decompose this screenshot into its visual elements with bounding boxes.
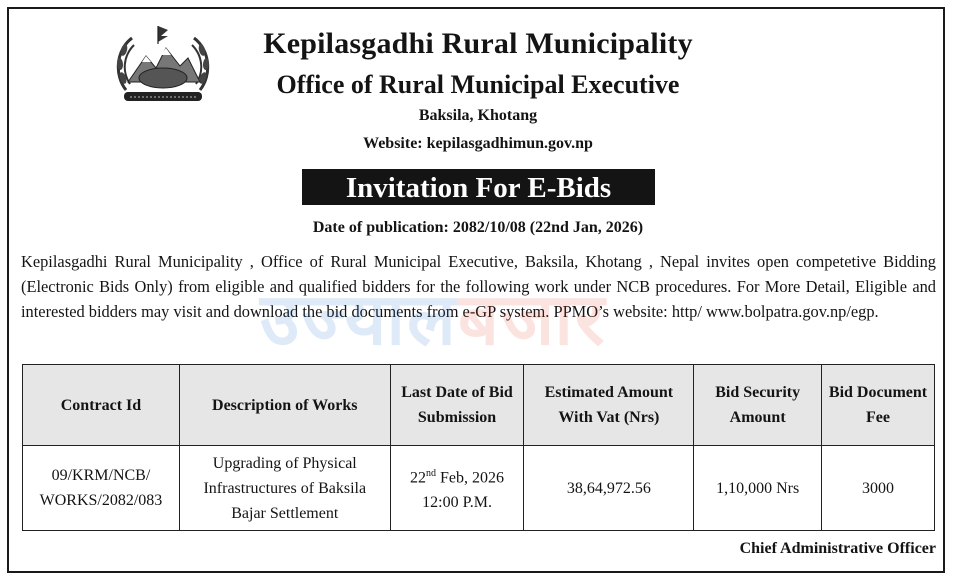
col-header-description: Description of Works [179,365,390,446]
cell-contract-id [23,446,180,531]
office-address: Baksila, Khotang [418,107,538,124]
cell-bid-security: 1,10,000 Nrs [694,446,822,531]
org-name: Kepilasgadhi Rural Municipality [263,27,693,60]
col-header-bid-security: Bid Security Amount [694,365,822,446]
col-header-document-fee: Bid Document Fee [822,365,935,446]
submission-day: 22 [410,469,427,487]
table-row [23,446,935,531]
submission-date [395,461,520,490]
notice-body: Kepilasgadhi Rural Municipality , Office of Rural Municipal Executive, Baksila, Khotang , Nepal invites open competetive Bidding (Electronic Bids Only) from eligible and qualified bidders for the following work under NCB procedures. For More Detail, Eligible and interested bidders may visit and download the bid documents from e-GP system. PPMO’s website: http/ www.bolpatra.gov.np/egp. [21,252,936,321]
office-name: Office of Rural Municipal Executive [276,70,680,99]
submission-time: 12:00 P.M. [422,494,492,512]
notice-title-banner: Invitation For E-Bids [302,169,655,205]
col-header-estimated-amount: Estimated Amount With Vat (Nrs) [524,365,694,446]
watermark-part-b: बजार [457,277,607,361]
contract-id-line-2: WORKS/2082/083 [39,492,163,509]
description-line-3: Bajar Settlement [231,504,339,522]
description-line-1: Upgrading of Physical [212,454,357,472]
col-header-last-date: Last Date of Bid Submission [390,365,524,446]
cell-last-date [390,446,524,531]
contract-id-line-1: 09/KRM/NCB/ [51,467,151,484]
table-header-row [23,365,935,446]
cell-estimated-amount: 38,64,972.56 [524,446,694,531]
submission-day-suffix: nd [426,467,437,479]
bid-table [22,364,935,531]
cell-description [179,446,390,531]
description-line-2: Infrastructures of Baksila [203,479,367,497]
website-text: Website: kepilasgadhimun.gov.np [363,135,593,152]
submission-month-year: Feb, 2026 [436,469,505,487]
signatory-title: Chief Administrative Officer [739,540,936,557]
cell-document-fee: 3000 [822,446,935,531]
col-header-contract-id: Contract Id [23,365,180,446]
watermark-part-a: उज्याल [260,277,458,361]
publication-date: Date of publication: 2082/10/08 (22nd Jan, 2026) [312,219,644,236]
